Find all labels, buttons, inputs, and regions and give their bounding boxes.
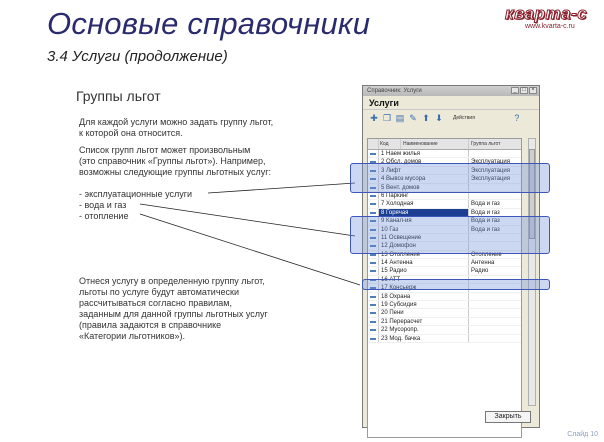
header-code[interactable]: Код <box>379 139 401 149</box>
row-group[interactable]: Отопление <box>471 251 502 258</box>
close-icon[interactable]: × <box>529 87 537 94</box>
row-name[interactable]: 1 Наем жилья <box>379 150 469 157</box>
row-item-icon <box>368 326 379 333</box>
copy-icon[interactable]: ❐ <box>382 113 392 123</box>
row-name[interactable]: 13 Отопление <box>379 251 469 258</box>
slide-subtitle: 3.4 Услуги (продолжение) <box>47 48 228 65</box>
toolbar <box>363 110 539 126</box>
paragraph-1-line-1: Для каждой услуги можно задать группу льгот, <box>79 117 274 127</box>
table-row[interactable] <box>368 318 521 326</box>
form-title: Услуги <box>363 96 539 110</box>
group-item-1: - эксплуатационные услуги <box>79 189 193 199</box>
section-heading: Группы льгот <box>76 88 161 104</box>
table-header <box>368 139 521 150</box>
table-row[interactable] <box>368 293 521 301</box>
row-item-icon <box>368 259 379 266</box>
row-group[interactable] <box>469 192 521 199</box>
close-button[interactable]: Закрыть <box>485 411 531 423</box>
window-titlebar[interactable] <box>363 86 539 96</box>
slide-title: Основые справочники <box>47 6 371 41</box>
row-name[interactable]: 16 АТТ <box>379 276 469 283</box>
row-group[interactable]: Антенна <box>471 260 495 267</box>
maximize-icon[interactable]: □ <box>520 87 528 94</box>
minimize-icon[interactable]: _ <box>511 87 519 94</box>
window-title-text: Справочник: Услуги <box>367 88 422 94</box>
row-group[interactable]: Эксплуатация <box>471 167 510 174</box>
row-name[interactable]: 3 Лифт <box>379 167 469 174</box>
row-name[interactable]: 19 Субсидия <box>379 301 469 308</box>
paragraph-3-line-1: Отнеся услугу в определенную группу льгот, <box>79 276 265 286</box>
row-name[interactable]: 8 Горячая <box>379 209 469 216</box>
group-item-2: - вода и газ <box>79 200 127 210</box>
table-row[interactable] <box>368 326 521 334</box>
table-row[interactable] <box>368 259 521 267</box>
connector-line-2 <box>140 204 355 236</box>
row-group[interactable] <box>469 301 521 308</box>
window-controls <box>511 87 537 94</box>
add-icon[interactable]: ✚ <box>370 113 378 123</box>
row-group[interactable] <box>469 335 521 342</box>
row-name[interactable]: 18 Охрана <box>379 293 469 300</box>
row-name[interactable]: 12 Домофон <box>379 242 469 249</box>
row-group[interactable] <box>469 150 521 157</box>
help-icon[interactable]: ? <box>514 113 520 123</box>
row-group[interactable] <box>469 309 521 316</box>
highlight-heating <box>362 279 550 290</box>
row-group[interactable]: Вода и газ <box>471 209 500 216</box>
row-name[interactable]: 6 Паркинг <box>379 192 469 199</box>
row-name[interactable]: 17 Консьерж <box>379 284 469 291</box>
paragraph-2-line-1: Список групп льгот может произвольным <box>79 145 251 155</box>
row-name[interactable]: 22 Мусоропр. <box>379 326 469 333</box>
row-name[interactable]: 5 Вент. домов <box>379 184 469 191</box>
row-item-icon <box>368 301 379 308</box>
table-row[interactable] <box>368 192 521 200</box>
row-name[interactable]: 2 Обсл. домов <box>379 158 469 165</box>
logo-url: www.kvarta-c.ru <box>525 23 575 30</box>
row-group[interactable]: Вода и газ <box>471 218 500 225</box>
row-name[interactable]: 9 Канал-ия <box>379 217 469 224</box>
highlight-water-gas <box>350 216 550 254</box>
paragraph-3-line-6: «Категории льготников»). <box>79 331 186 341</box>
row-group[interactable] <box>469 293 521 300</box>
row-group[interactable]: Эксплуатация <box>471 159 510 166</box>
logo-text: кварта-с <box>505 4 588 23</box>
folder-icon[interactable]: ▤ <box>395 113 405 123</box>
table-row[interactable] <box>368 301 521 309</box>
table-row[interactable] <box>368 309 521 317</box>
row-group[interactable] <box>469 326 521 333</box>
table-row[interactable] <box>368 267 521 275</box>
row-item-icon <box>368 150 379 157</box>
edit-icon[interactable]: ✎ <box>409 113 417 123</box>
row-name[interactable]: 7 Холодная <box>379 200 469 207</box>
row-group[interactable]: Вода и газ <box>471 226 500 233</box>
row-item-icon <box>368 293 379 300</box>
row-name[interactable]: 15 Радио <box>379 267 469 274</box>
row-name[interactable]: 21 Перерасчет <box>379 318 469 325</box>
paragraph-3-line-3: рассчитываться согласно правилам, <box>79 298 232 308</box>
group-item-3: - отопление <box>79 211 129 221</box>
header-icon-col <box>368 139 379 149</box>
row-name[interactable]: 14 Антенна <box>379 259 469 266</box>
row-name[interactable]: 11 Освещение <box>379 234 469 241</box>
connector-line-3 <box>140 214 360 285</box>
row-name[interactable]: 4 Вывоз мусора <box>379 175 469 182</box>
paragraph-2-line-3: возможны следующие группы льготных услуг: <box>79 167 271 177</box>
header-name[interactable]: Наименование <box>401 139 469 149</box>
row-item-icon <box>368 267 379 274</box>
move-up-icon[interactable]: ⬆ <box>422 113 430 123</box>
row-group[interactable]: Вода и газ <box>471 201 500 208</box>
paragraph-1-line-2: к которой она относится. <box>79 128 183 138</box>
header-group[interactable]: Группа льгот <box>471 141 501 147</box>
connector-line-1 <box>208 183 355 193</box>
services-window <box>362 85 540 428</box>
table-row[interactable] <box>368 150 521 158</box>
row-item-icon <box>368 335 379 342</box>
paragraph-3-line-5: (правила задаются в справочнике <box>79 320 222 330</box>
actions-menu[interactable]: Действия <box>453 115 475 121</box>
row-group[interactable]: Эксплуатация <box>471 176 510 183</box>
row-item-icon <box>368 192 379 199</box>
row-item-icon <box>368 309 379 316</box>
table-row[interactable] <box>368 200 521 208</box>
table-row[interactable] <box>368 335 521 343</box>
row-name[interactable]: 20 Пени <box>379 309 469 316</box>
highlight-operational <box>350 163 550 193</box>
row-item-icon <box>368 318 379 325</box>
row-item-icon <box>368 200 379 207</box>
row-group[interactable] <box>469 318 521 325</box>
paragraph-3-line-2: льготы по услуге будут автоматически <box>79 287 239 297</box>
move-down-icon[interactable]: ⬇ <box>435 113 443 123</box>
row-name[interactable]: 10 Газ <box>379 226 469 233</box>
paragraph-3-line-4: заданным для данной группы льготных услуг <box>79 309 268 319</box>
page-number: Слайд 10 <box>567 431 598 438</box>
row-group[interactable]: Радио <box>471 268 489 275</box>
row-name[interactable]: 23 Мод. бачка <box>379 335 469 342</box>
paragraph-2-line-2: (это справочник «Группы льгот»). Например, <box>79 156 266 166</box>
